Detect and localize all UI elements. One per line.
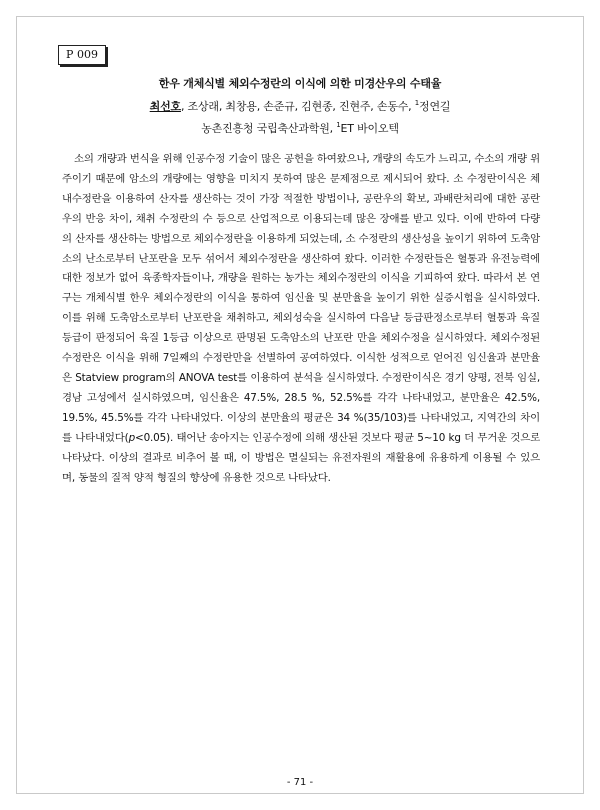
affiliation-sup: 1 bbox=[336, 121, 341, 129]
first-author: 최선호 bbox=[149, 100, 181, 113]
affiliation-second: ET 바이오텍 bbox=[340, 122, 399, 135]
last-author: 정연길 bbox=[419, 100, 451, 113]
affiliation-main: 농촌진흥청 국립축산과학원, bbox=[201, 122, 337, 135]
abstract-text-part2: <0.05). 태어난 송아지는 인공수정에 의해 생산된 것보다 평균 5∼10 kg 더 무거운 것으로 나타났다. 이상의 결과로 비추어 볼 때, 이 방법은 멸실되는 유전자원의 재활용에 유용하게 이용될 수 있으며, 동물의 질적 양적 형질의 향상에 유용한 것으로 나타났다. bbox=[62, 431, 540, 484]
author-list bbox=[40, 98, 560, 114]
affiliation-marker: 1 bbox=[414, 99, 420, 107]
affiliation bbox=[40, 120, 560, 136]
abstract-text-part1: 소의 개량과 번식을 위해 인공수정 기술이 많은 공헌을 하여왔으나, 개량의 속도가 느리고, 수소의 개량 위주이기 때문에 암소의 개량에는 영향을 미치지 못하여 많은 문제점으로 제시되어 왔다. 소 수정란이식은 체내수정란을 이용하여 산자를 생산하는 것이 가장 적절한 방법이나, 공란우의 확보, 과배란처리에 대한 공란우의 반응 차이, 채취 수정란의 수 등으로 산업적으로 이용되는데 많은 장애를 받고 있다. 이에 반하여 다량의 산자를 생산하는 방법으로 체외수정란을 이용하게 되었는데, 소 수정란의 생산성을 높이기 위하여 도축암소의 난소로부터 난포란을 모두 섞어서 체외수정란을 생산하여 왔다. 이러한 수정란들은 혈통과 유전능력에 대한 정보가 없어 육종학자들이나, 개량을 원하는 농가는 체외수정란의 이식을 기피하여 왔다. 따라서 본 연구는 개체식별 한우 체외수정란의 이식을 통하여 임신율 및 분만율을 높이기 위한 실증시험을 실시하였다. 이를 위해 도축암소로부터 난포란을 채취하고, 체외성숙을 실시하여 다음날 등급판정소로부터 혈통과 육질등급이 판정되어 육질 1등급 이상으로 판명된 도축암소의 난포란 만을 체외수정을 실시하였다. 체외수정된 수정란은 이식을 위해 7일째의 수정란만을 선별하여 공여하였다. 이식한 성적으로 얻어진 임신율과 분만율은 Statview program의 ANOVA test를 이용하여 분석을 실시하였다. 수정란이식은 경기 양평, 전북 임실, 경남 고성에서 실시하였으며, 임신율은 47.5%, 28.5 %, 52.5%를 각각 나타내었고, 분만율은 42.5%, 19.5%, 45.5%를 각각 나타내었다. 이상의 분만율의 평균은 34 %(35/103)를 나타내었고, 지역간의 차이를 나타내었다( bbox=[62, 153, 540, 444]
page-number: - 71 - bbox=[286, 777, 314, 788]
co-authors: , 조상래, 최창용, 손준규, 김현종, 진현주, 손동수, bbox=[180, 100, 415, 113]
paper-code-box: P 009 bbox=[58, 45, 106, 65]
abstract-body bbox=[62, 150, 540, 488]
p-value-symbol: p bbox=[128, 431, 136, 444]
paper-title: 한우 개체식별 체외수정란의 이식에 의한 미경산우의 수태율 bbox=[158, 77, 442, 90]
